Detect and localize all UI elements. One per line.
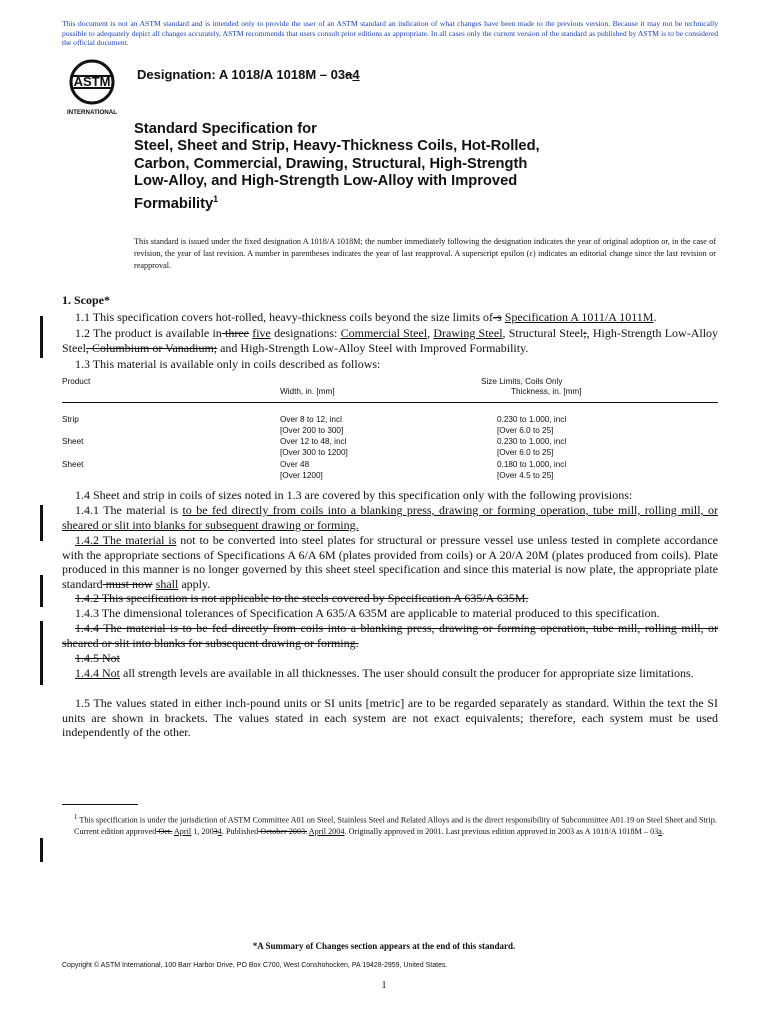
footnotes — [62, 812, 718, 838]
revision-notice: This document is not an ASTM standard and is intended only to provide the user of an ASTM standard an indication of what changes have been made to the previous version. Because it may not be technically possible to adequately depict all changes accurately, ASTM recommends that users consult prior editions as appropriate. In all cases only the current version of the standard as published by ASTM is to be considered the official document. — [62, 19, 718, 48]
paragraph-1-4-5-deleted: 1.4.5 Not — [75, 651, 120, 665]
table-cell-width: Over 48 [Over 1200] — [280, 460, 323, 480]
table-header-group: Size Limits, Coils Only — [481, 377, 563, 386]
paragraph-1-4-3: 1.4.3 The dimensional tolerances of Specification A 635/A 635M are applicable to material produced to this specification. — [75, 606, 660, 620]
document-title: Standard Specification for Steel, Sheet and Strip, Heavy-Thickness Coils, Hot-Rolled, Carbon, Commercial, Drawing, Structural, High-Strength Low-Alloy, and High-Strength Low-Alloy with Improved Formability$^1$ — [134, 121, 540, 212]
designation: Designation: A 1018/A 1018M – 03a4 — [137, 67, 360, 82]
page-number: 1 — [381, 980, 387, 991]
table-cell-width: Over 12 to 48, incl [Over 300 to 1200] — [280, 437, 348, 457]
footnote-rule — [62, 804, 138, 805]
paragraph-1-1: 1.1 This specification covers hot-rolled, heavy-thickness coils beyond the size limits of-s Specification A 1011/A 1011M. — [75, 310, 657, 324]
paragraph-1-3: 1.3 This material is available only in coils described as follows: — [75, 357, 381, 371]
paragraph-1-5: 1.5 The values stated in either inch-pound units or SI units [metric] are to be regarded separately as standard. Within the text the SI units are shown in brackets. The values stated in each system are not exact equivalents; therefore, each system must be used independently of the other. — [62, 696, 718, 740]
change-bar — [40, 621, 43, 685]
table-cell-product: Sheet — [62, 460, 84, 469]
paragraph-1-4-4-deleted: 1.4.4 The material is to be fed directly from coils into a blanking press, drawing or forming operation, tube mill, rolling mill, or sheared or slit into blanks for subsequent drawing or forming. — [62, 621, 718, 650]
designation-deleted: a — [345, 67, 353, 82]
designation-inserted: 4 — [352, 67, 360, 82]
logo-subtext: INTERNATIONAL — [66, 109, 118, 116]
table-header-thickness: Thickness, in. [mm] — [511, 387, 582, 396]
copyright: Copyright © ASTM International, 100 Barr Harbor Drive, PO Box C700, West Conshohocken, PA 19428-2959, United States. — [62, 962, 448, 969]
table-header-width: Width, in. [mm] — [280, 387, 335, 396]
paragraph-1-4-2-deleted: 1.4.2 This specification is not applicable to the steels covered by Specification A 635/A 635M. — [75, 591, 529, 605]
paragraph-1-4: 1.4 Sheet and strip in coils of sizes noted in 1.3 are covered by this specification only with the following provisions: — [75, 488, 633, 502]
footnote-1: $^1$ This specification is under the jurisdiction of ASTM Committee A01 on Steel, Stainless Steel and Related Alloys and is the direct responsibility of Subcommittee A01.19 on Steel Sheet and Strip. — [74, 814, 717, 825]
table-cell-thickness: 0.180 to 1.000, incl [Over 4.5 to 25] — [497, 460, 567, 480]
paragraph-1-4-4: 1.4.4 Not all strength levels are available in all thicknesses. The user should consult the producer for appropriate size limitations. — [75, 666, 694, 680]
summary-note: *A Summary of Changes section appears at the end of this standard. — [252, 941, 516, 951]
table-cell-width: Over 8 to 12, incl [Over 200 to 300] — [280, 415, 344, 435]
astm-logo — [62, 58, 126, 116]
change-bar — [40, 316, 43, 358]
paragraph-1-4-2: 1.4.2 The material is not to be converted into steel plates for structural or pressure vessel use unless tested in complete accordance with the appropriate sections of Specifications A 6/A 6M (plates provided from coils) or A 20/A 20M (plates produced from coils). Plate produced in this manner is no longer governed by this sheet steel specification and since this material is now plate, the appropriate plate standard must now shall apply. — [62, 533, 718, 591]
logo-text: ASTM — [73, 74, 111, 89]
table-header-product: Product — [62, 377, 91, 386]
change-bar — [40, 505, 43, 541]
table-cell-thickness: 0.230 to 1.000, incl [Over 6.0 to 25] — [497, 415, 567, 435]
footnote-current-edition: Current edition approved Oct. April 1, 20034. Published October 2003. April 2004. Originally approved in 2001. Last previous edition approved in 2003 as A 1018/A 1018M – 03a. — [74, 827, 664, 837]
issued-note: This standard is issued under the fixed designation A 1018/A 1018M; the number immediately following the designation indicates the year of original adoption or, in the case of revision, the year of last revision. A number in parentheses indicates the year of last reapproval. A superscript epsilon (ε) indicates an editorial change since the last revision or reapproval. — [134, 237, 716, 270]
table-cell-thickness: 0.230 to 1.000, incl [Over 6.0 to 25] — [497, 437, 567, 457]
title-footnote-mark: 1 — [213, 193, 219, 204]
table-cell-product: Sheet — [62, 437, 84, 446]
paragraph-1-2: 1.2 The product is available in three five designations: Commercial Steel, Drawing Steel, Structural Steel;, High-Strength Low-Alloy Steel, Columbium or Vanadium; and High-Strength Low-Alloy Steel with Improved Formability. — [62, 326, 719, 355]
table-rule — [62, 402, 718, 403]
scope-heading: 1. Scope* — [62, 293, 110, 307]
paragraph-1-4-1: 1.4.1 The material is to be fed directly from coils into a blanking press, drawing or forming operation, tube mill, rolling mill, or sheared or slit into blanks for subsequent drawing or forming. — [62, 503, 718, 532]
change-bar — [40, 575, 43, 607]
change-bar — [40, 838, 43, 862]
table-cell-product: Strip — [62, 415, 79, 424]
